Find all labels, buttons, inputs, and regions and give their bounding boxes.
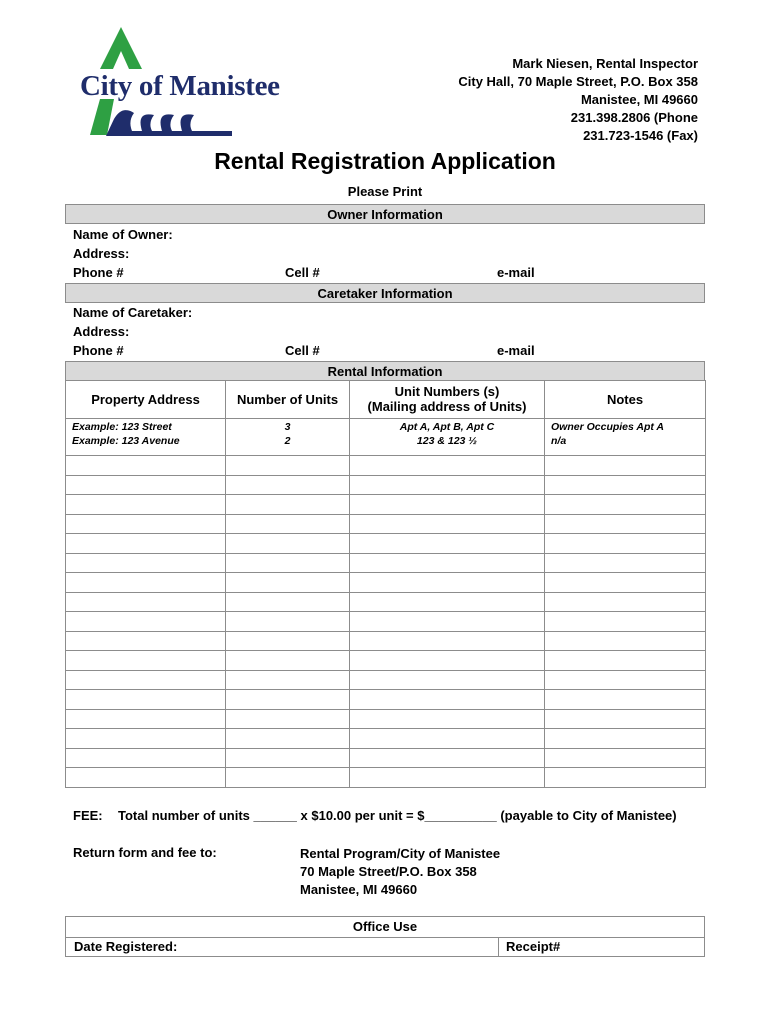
blank-unit-cell[interactable] [66,690,226,710]
return-line: 70 Maple Street/P.O. Box 358 [300,864,477,879]
example-row [66,419,706,436]
blank-unit-cell[interactable] [226,456,350,476]
owner-name-field[interactable] [65,225,705,245]
blank-unit-cell[interactable] [226,729,350,749]
blank-unit-cell[interactable] [545,534,706,554]
blank-unit-cell[interactable] [545,748,706,768]
col-number-of-units: Number of Units [226,380,350,419]
blank-unit-row [66,768,706,788]
example-row [66,435,706,456]
blank-unit-row [66,748,706,768]
blank-unit-cell[interactable] [226,690,350,710]
blank-unit-cell[interactable] [350,768,545,788]
example-address: Example: 123 Avenue [66,435,226,456]
logo-text: City of Manistee [80,70,280,102]
blank-unit-cell[interactable] [66,612,226,632]
blank-unit-cell[interactable] [66,709,226,729]
inspector-line: Manistee, MI 49660 [580,92,698,107]
blank-unit-cell[interactable] [545,612,706,632]
blank-unit-cell[interactable] [350,631,545,651]
blank-unit-cell[interactable] [226,748,350,768]
example-units: 2 [226,435,350,456]
blank-unit-cell[interactable] [66,534,226,554]
blank-unit-cell[interactable] [350,456,545,476]
blank-unit-row [66,709,706,729]
owner-address-label: Address: [73,246,130,261]
blank-unit-cell[interactable] [350,651,545,671]
blank-unit-cell[interactable] [66,553,226,573]
blank-unit-row [66,670,706,690]
table-header-row [66,380,706,419]
caretaker-name-label: Name of Caretaker: [73,305,193,320]
blank-unit-row [66,612,706,632]
owner-name-label: Name of Owner: [73,227,173,242]
blank-unit-cell[interactable] [226,612,350,632]
blank-unit-row [66,592,706,612]
fee-text: Total number of units ______ x $10.00 per unit = $__________ (payable to City of Manistee) [118,808,677,823]
inspector-contact [458,55,698,145]
receipt-field[interactable]: Receipt# [506,939,561,954]
blank-unit-cell[interactable] [350,709,545,729]
blank-unit-row [66,573,706,593]
caretaker-address-label: Address: [73,324,130,339]
blank-unit-cell[interactable] [350,748,545,768]
blank-unit-cell[interactable] [350,612,545,632]
fee-label: FEE: [73,808,103,823]
blank-unit-row [66,495,706,515]
blank-unit-row [66,729,706,749]
blank-unit-cell[interactable] [66,748,226,768]
example-notes: Owner Occupies Apt A [545,419,706,436]
office-use-box [65,916,705,957]
blank-unit-cell[interactable] [545,768,706,788]
blank-unit-cell[interactable] [545,670,706,690]
blank-unit-cell[interactable] [226,631,350,651]
blank-unit-cell[interactable] [350,573,545,593]
blank-unit-row [66,534,706,554]
blank-unit-cell[interactable] [545,495,706,515]
date-registered-field[interactable]: Date Registered: [74,939,178,954]
inspector-line: 231.723-1546 (Fax) [583,128,698,143]
blank-unit-cell[interactable] [545,709,706,729]
blank-unit-cell[interactable] [226,495,350,515]
example-notes: n/a [545,435,706,456]
blank-unit-row [66,631,706,651]
col-notes: Notes [545,380,706,419]
blank-unit-cell[interactable] [66,651,226,671]
return-address [300,845,500,899]
blank-unit-cell[interactable] [226,768,350,788]
blank-unit-row [66,553,706,573]
blank-unit-cell[interactable] [66,768,226,788]
blank-unit-cell[interactable] [66,631,226,651]
blank-unit-cell[interactable] [350,534,545,554]
blank-unit-cell[interactable] [226,651,350,671]
caretaker-contact-row [65,341,705,361]
blank-unit-cell[interactable] [226,553,350,573]
blank-unit-cell[interactable] [350,592,545,612]
blank-unit-cell[interactable] [66,514,226,534]
blank-unit-cell[interactable] [66,456,226,476]
rental-units-table [65,380,706,788]
caretaker-name-field[interactable] [65,303,705,323]
blank-unit-cell[interactable] [226,514,350,534]
blank-unit-row [66,475,706,495]
blank-unit-row [66,651,706,671]
blank-unit-cell[interactable] [226,709,350,729]
blank-unit-cell[interactable] [545,553,706,573]
owner-cell-field[interactable]: Cell # [285,265,320,280]
blank-unit-cell[interactable] [350,670,545,690]
return-line: Rental Program/City of Manistee [300,846,501,861]
blank-unit-cell[interactable] [350,475,545,495]
caretaker-header: Caretaker Information [65,283,705,303]
caretaker-email-field[interactable]: e-mail [497,343,535,358]
owner-phone-field[interactable]: Phone # [73,265,124,280]
blank-unit-cell[interactable] [226,534,350,554]
blank-unit-cell[interactable] [545,631,706,651]
blank-unit-cell[interactable] [66,573,226,593]
rental-header: Rental Information [65,361,705,381]
blank-unit-cell[interactable] [226,592,350,612]
owner-contact-row [65,263,705,283]
inspector-line: Mark Niesen, Rental Inspector [512,56,698,71]
blank-unit-cell[interactable] [66,475,226,495]
example-address: Example: 123 Street [66,419,226,436]
blank-unit-cell[interactable] [545,690,706,710]
please-print: Please Print [347,184,423,199]
office-divider [498,937,499,956]
office-use-header: Office Use [66,917,704,938]
blank-unit-row [66,514,706,534]
example-units: 3 [226,419,350,436]
blank-unit-cell[interactable] [66,592,226,612]
blank-unit-cell[interactable] [545,514,706,534]
caretaker-cell-field[interactable]: Cell # [285,343,320,358]
page-title: Rental Registration Application [214,148,556,174]
col-property-address: Property Address [66,380,226,419]
blank-unit-cell[interactable] [545,592,706,612]
caretaker-phone-field[interactable]: Phone # [73,343,124,358]
owner-address-field[interactable] [65,244,705,264]
return-line: Manistee, MI 49660 [300,882,418,897]
example-unit-numbers: Apt A, Apt B, Apt C [350,419,545,436]
blank-unit-cell[interactable] [66,495,226,515]
blank-unit-row [66,690,706,710]
return-label: Return form and fee to: [73,845,217,860]
blank-unit-cell[interactable] [350,553,545,573]
blank-unit-cell[interactable] [226,475,350,495]
blank-unit-cell[interactable] [350,690,545,710]
blank-unit-row [66,456,706,476]
caretaker-address-field[interactable] [65,322,705,342]
blank-unit-cell[interactable] [545,573,706,593]
blank-unit-cell[interactable] [545,475,706,495]
inspector-line: City Hall, 70 Maple Street, P.O. Box 358 [458,74,698,89]
blank-unit-cell[interactable] [350,729,545,749]
inspector-line: 231.398.2806 (Phone [570,110,698,125]
blank-unit-cell[interactable] [226,573,350,593]
owner-header: Owner Information [65,204,705,224]
owner-email-field[interactable]: e-mail [497,265,535,280]
blank-unit-cell[interactable] [545,651,706,671]
blank-unit-cell[interactable] [66,670,226,690]
example-unit-numbers: 123 & 123 ½ [350,435,545,456]
blank-unit-cell[interactable] [226,670,350,690]
blank-unit-cell[interactable] [350,495,545,515]
blank-unit-cell[interactable] [545,456,706,476]
blank-unit-cell[interactable] [350,514,545,534]
blank-unit-cell[interactable] [545,729,706,749]
blank-unit-cell[interactable] [66,729,226,749]
col-unit-numbers: Unit Numbers (s) (Mailing address of Units) [350,380,545,419]
